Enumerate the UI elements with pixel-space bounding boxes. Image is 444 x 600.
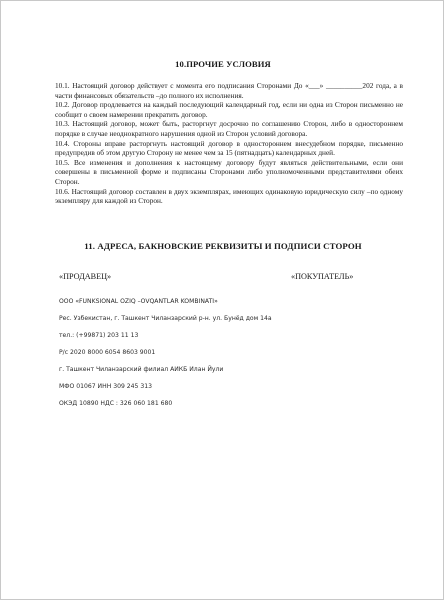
seller-phone: тел.: (+99871) 203 11 13 bbox=[59, 332, 139, 339]
seller-address: Рес. Узбекистан, г. Ташкент Чиланзарский р-н. ул. Бунёд дом 14а bbox=[59, 315, 272, 322]
seller-company-name: ООО «FUNKSIONAL OZIQ –OVQANTLAR KOMBINATI» bbox=[59, 298, 218, 305]
section-10-title: 10.ПРОЧИЕ УСЛОВИЯ bbox=[175, 59, 271, 69]
clause-10-3: 10.3. Настоящий договор, может быть, расторгнут досрочно по соглашению Сторон, либо в одностороннем порядке в случае неоднократного нарушения одной из Сторон условий договора. bbox=[55, 119, 403, 138]
clause-10-2: 10.2. Договор продлевается на каждый последующий календарный год, если ни одна из Сторон письменно не сообщит о своем намерении прекратить договор. bbox=[55, 100, 403, 119]
seller-bank-branch: г. Ташкент Чиланзарский филиал АИКБ Илан Йули bbox=[59, 366, 224, 373]
section-10-clauses bbox=[55, 81, 403, 206]
seller-mfo-inn: МФО 01067 ИНН 309 245 313 bbox=[59, 383, 152, 390]
clause-10-1: 10.1. Настоящий договор действует с момента его подписания Сторонами До «___» __________202 года, а в части финансовых обязательств –до полного их исполнения. bbox=[55, 81, 403, 100]
seller-oked-nds: ОКЭД 10890 НДС : 326 060 181 680 bbox=[59, 400, 173, 407]
clause-10-6: 10.6. Настоящий договор составлен в двух экземплярах, имеющих одинаковую юридическую силу –по одному экземпляру для каждой из Сторон. bbox=[55, 186, 403, 206]
clause-10-4: 10.4. Стороны вправе расторгнуть настоящий договор в одностороннем внесудебном порядке, письменно предупредив об этом другую Сторону не менее чем за 15 (пятнадцать) календарных дней. bbox=[55, 138, 403, 158]
seller-bank-account: Р/с 2020 8000 6054 8603 9001 bbox=[59, 349, 156, 356]
seller-party-label: «ПРОДАВЕЦ» bbox=[59, 272, 112, 281]
section-11-title: 11. АДРЕСА, БАКНОВСКИЕ РЕКВИЗИТЫ И ПОДПИСИ СТОРОН bbox=[84, 241, 362, 251]
clause-10-5: 10.5. Все изменения и дополнения к настоящему договору будут являться действительными, если они совершены в письменной форме и подписаны Сторонами либо уполномоченными представителями обеих Сторон. bbox=[55, 157, 403, 186]
buyer-party-label: «ПОКУПАТЕЛЬ» bbox=[291, 272, 354, 281]
